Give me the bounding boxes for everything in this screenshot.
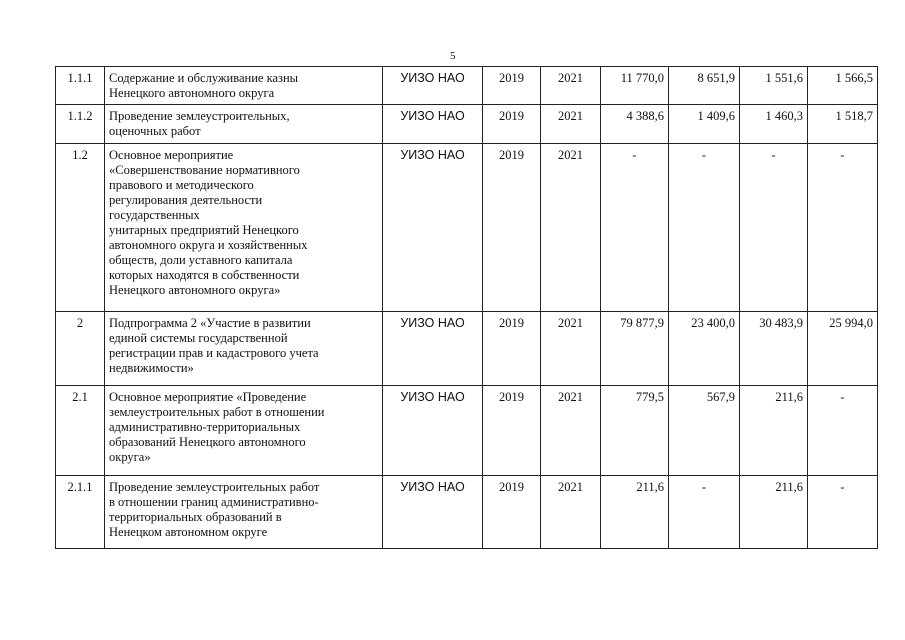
value-2021: -	[808, 386, 878, 476]
table-row	[56, 144, 878, 312]
value-2019: -	[669, 476, 740, 549]
start-year: 2019	[483, 386, 541, 476]
value-2020: 1 551,6	[740, 67, 808, 105]
value-total: 779,5	[601, 386, 669, 476]
activity-name: Основное мероприятие «Проведение землеустроительных работ в отношении административно-территориальных образований Ненецкого автономного округа»	[105, 386, 383, 476]
table-body	[56, 67, 878, 549]
value-2020: 1 460,3	[740, 105, 808, 144]
value-2021: 25 994,0	[808, 312, 878, 386]
value-2020: -	[740, 144, 808, 312]
row-number: 2.1.1	[56, 476, 105, 549]
value-2020: 211,6	[740, 476, 808, 549]
value-total: 211,6	[601, 476, 669, 549]
end-year: 2021	[541, 144, 601, 312]
end-year: 2021	[541, 312, 601, 386]
value-2019: 567,9	[669, 386, 740, 476]
table-row	[56, 476, 878, 549]
start-year: 2019	[483, 312, 541, 386]
value-2019: -	[669, 144, 740, 312]
end-year: 2021	[541, 67, 601, 105]
activity-name: Проведение землеустроительных работ в отношении границ административно- территориальных образований в Ненецком автономном округе	[105, 476, 383, 549]
row-number: 1.2	[56, 144, 105, 312]
row-number: 1.1.1	[56, 67, 105, 105]
start-year: 2019	[483, 476, 541, 549]
executor: УИЗО НАО	[383, 476, 483, 549]
start-year: 2019	[483, 67, 541, 105]
value-2019: 8 651,9	[669, 67, 740, 105]
table-row	[56, 386, 878, 476]
value-2021: 1 518,7	[808, 105, 878, 144]
start-year: 2019	[483, 144, 541, 312]
activity-name: Подпрограмма 2 «Участие в развитии единой системы государственной регистрации прав и кадастрового учета недвижимости»	[105, 312, 383, 386]
activity-name: Основное мероприятие «Совершенствование нормативного правового и методического регулирования деятельности государственных унитарных предприятий Ненецкого автономного округа и хозяйственных обществ, доли уставного капитала которых находятся в собственности Ненецкого автономного округа»	[105, 144, 383, 312]
value-2021: 1 566,5	[808, 67, 878, 105]
value-total: 11 770,0	[601, 67, 669, 105]
value-2021: -	[808, 476, 878, 549]
value-total: 4 388,6	[601, 105, 669, 144]
activity-name: Содержание и обслуживание казны Ненецкого автономного округа	[105, 67, 383, 105]
value-2020: 30 483,9	[740, 312, 808, 386]
program-table	[55, 66, 878, 549]
executor: УИЗО НАО	[383, 144, 483, 312]
table-row	[56, 67, 878, 105]
table-row	[56, 105, 878, 144]
executor: УИЗО НАО	[383, 312, 483, 386]
executor: УИЗО НАО	[383, 67, 483, 105]
end-year: 2021	[541, 386, 601, 476]
value-total: 79 877,9	[601, 312, 669, 386]
row-number: 2.1	[56, 386, 105, 476]
value-2019: 23 400,0	[669, 312, 740, 386]
value-total: -	[601, 144, 669, 312]
page-number: 5	[450, 50, 456, 62]
row-number: 2	[56, 312, 105, 386]
value-2021: -	[808, 144, 878, 312]
table-row	[56, 312, 878, 386]
executor: УИЗО НАО	[383, 105, 483, 144]
executor: УИЗО НАО	[383, 386, 483, 476]
value-2020: 211,6	[740, 386, 808, 476]
end-year: 2021	[541, 105, 601, 144]
start-year: 2019	[483, 105, 541, 144]
activity-name: Проведение землеустроительных, оценочных работ	[105, 105, 383, 144]
end-year: 2021	[541, 476, 601, 549]
value-2019: 1 409,6	[669, 105, 740, 144]
row-number: 1.1.2	[56, 105, 105, 144]
